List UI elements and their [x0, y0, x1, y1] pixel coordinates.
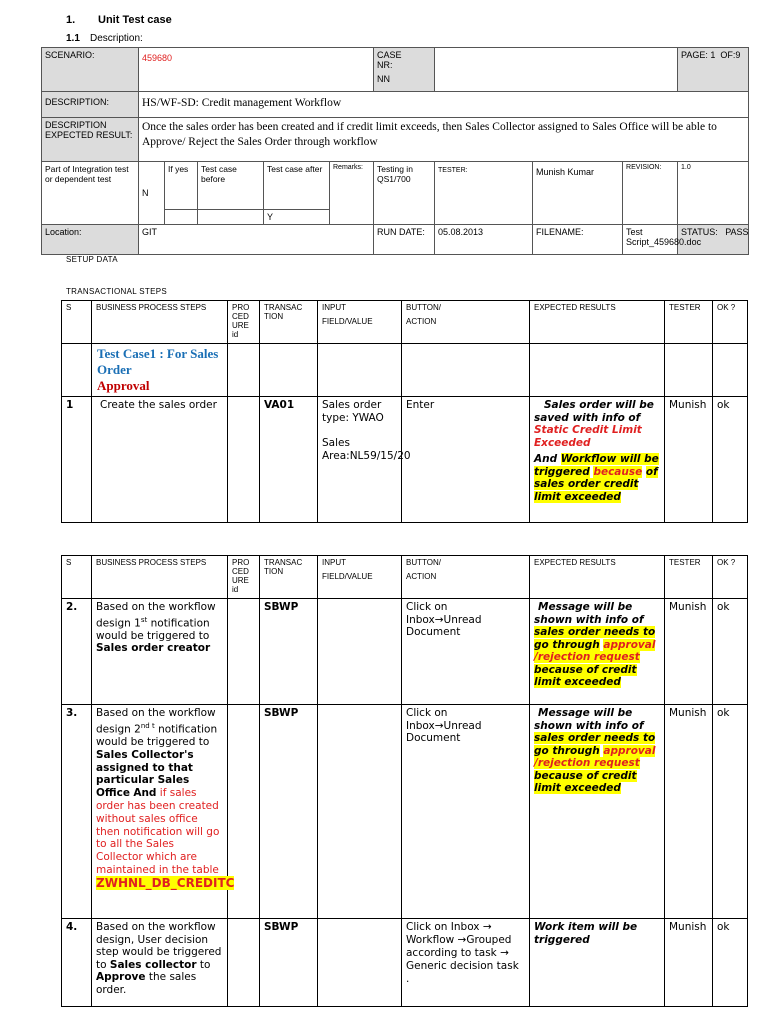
- filename-value: Test Script_459680.doc: [623, 225, 678, 255]
- scenario-value: 459680: [139, 48, 374, 92]
- section-title: Unit Test case: [98, 14, 172, 26]
- ok-status: ok: [713, 599, 748, 705]
- table-row: [62, 919, 748, 1007]
- col-bps: BUSINESS PROCESS STEPS: [92, 556, 228, 599]
- scenario-label: SCENARIO:: [42, 48, 139, 92]
- col-tester: TESTER: [665, 301, 713, 344]
- col-bps: BUSINESS PROCESS STEPS: [92, 301, 228, 344]
- description-value: HS/WF-SD: Credit management Workflow: [139, 92, 749, 118]
- section-number: 1.: [66, 14, 76, 26]
- col-s: S: [62, 556, 92, 599]
- col-button: BUTTON/ ACTION: [402, 556, 530, 599]
- ok-status: ok: [713, 397, 748, 523]
- tester-name: Munish: [665, 397, 713, 523]
- button-action: Click on Inbox→Unread Document: [402, 705, 530, 919]
- tester-name: Munish: [665, 705, 713, 919]
- step-description: Based on the workflow design $2^{nd t}$ notification would be triggered to Sales Collector's assigned to that particular Sales Office And if sales order has been created without sales office then notification will go to all the Sales Collector which are maintained in the table ZWHNL_DB_CREDITC: [92, 705, 228, 919]
- input-values: Sales order type: YWAO Sales Area:NL59/15/20: [318, 397, 402, 523]
- steps-table-1: [61, 300, 748, 523]
- col-button: BUTTON/ ACTION: [402, 301, 530, 344]
- status-label: STATUS:: [681, 227, 718, 237]
- expected-result: Message will be shown with info of sales order needs to go through approval /rejection request because of credit limit exceeded: [530, 599, 665, 705]
- page-label: PAGE:: [681, 50, 708, 60]
- transaction-code: VA01: [260, 397, 318, 523]
- col-s: S: [62, 301, 92, 344]
- expected-result: Work item will be triggered: [530, 919, 665, 1007]
- table-row: [62, 599, 748, 705]
- before-value: [198, 210, 264, 225]
- step-description: Based on the workflow design, User decision step would be triggered to Sales collector to Approve the sales order.: [92, 919, 228, 1007]
- of-label: OF:: [720, 50, 736, 60]
- ok-status: ok: [713, 705, 748, 919]
- if-yes-blank: [165, 210, 198, 225]
- col-transaction: TRANSAC TION: [260, 301, 318, 344]
- revision-label: REVISION:: [623, 162, 678, 225]
- button-action: Click on Inbox→Unread Document: [402, 599, 530, 705]
- before-label: Test case before: [198, 162, 264, 210]
- expected-label: DESCRIPTION EXPECTED RESULT:: [42, 118, 139, 162]
- transactional-steps-label: TRANSACTIONAL STEPS: [66, 287, 167, 296]
- col-expected: EXPECTED RESULTS: [530, 301, 665, 344]
- col-input: INPUT FIELD/VALUE: [318, 301, 402, 344]
- location-label: Location:: [42, 225, 139, 255]
- integration-value-cell: [139, 162, 165, 225]
- tester-value: Munish Kumar: [533, 162, 623, 225]
- filename-label: FILENAME:: [533, 225, 623, 255]
- button-action: Click on Inbox → Workflow →Grouped according to task → Generic decision task .: [402, 919, 530, 1007]
- col-tester: TESTER: [665, 556, 713, 599]
- location-value: GIT: [139, 225, 374, 255]
- col-procedure: PRO CED URE id: [228, 301, 260, 344]
- tester-name: Munish: [665, 919, 713, 1007]
- after-value: Y: [264, 210, 330, 225]
- step-description: Create the sales order: [92, 397, 228, 523]
- integration-value: N: [142, 188, 149, 198]
- subsection-title: Description:: [90, 33, 143, 44]
- col-input: INPUT FIELD/VALUE: [318, 556, 402, 599]
- step-number: 3.: [62, 705, 92, 919]
- case-nr-label: CASE NR:: [377, 50, 402, 70]
- after-label: Test case after: [264, 162, 330, 210]
- page-value: 1: [710, 50, 716, 60]
- of-value: 9: [735, 50, 741, 60]
- col-expected: EXPECTED RESULTS: [530, 556, 665, 599]
- setup-data-label: SETUP DATA: [66, 255, 118, 264]
- integration-label: Part of Integration test or dependent test: [45, 164, 129, 184]
- col-ok: OK ?: [713, 556, 748, 599]
- case-nr-cell: [374, 48, 435, 92]
- step-number: 2.: [62, 599, 92, 705]
- transaction-code: SBWP: [260, 599, 318, 705]
- test-case-header-table: [41, 47, 749, 255]
- case-nr-value: NN: [377, 74, 391, 84]
- transaction-code: SBWP: [260, 919, 318, 1007]
- step-description: Based on the workflow design 1st notification would be triggered to Sales order creator: [92, 599, 228, 705]
- run-date-value: 05.08.2013: [435, 225, 533, 255]
- expected-value: Once the sales order has been created and if credit limit exceeds, then Sales Collector assigned to Sales Office will be able to Approve/ Reject the Sales Order through workflow: [139, 118, 749, 162]
- page-cell: [678, 48, 749, 92]
- remarks-value: Testing in QS1/700: [374, 162, 435, 225]
- description-label: DESCRIPTION:: [42, 92, 139, 118]
- section-heading: [66, 14, 172, 26]
- tester-label: TESTER:: [435, 162, 533, 225]
- table-row: [62, 397, 748, 523]
- test-case-title: Test Case1 : For Sales Order Approval: [92, 344, 228, 397]
- if-yes-label: If yes: [165, 162, 198, 210]
- transaction-code: SBWP: [260, 705, 318, 919]
- table-row: [62, 705, 748, 919]
- subsection-heading: [66, 33, 143, 44]
- step-number: 4.: [62, 919, 92, 1007]
- button-action: Enter: [402, 397, 530, 523]
- integration-cell: [42, 162, 139, 225]
- subsection-number: 1.1: [66, 33, 80, 44]
- step-number: 1: [62, 397, 92, 523]
- run-date-label: RUN DATE:: [374, 225, 435, 255]
- expected-result: Message will be shown with info of sales order needs to go through approval /rejection request because of credit limit exceeded: [530, 705, 665, 919]
- col-transaction: TRANSAC TION: [260, 556, 318, 599]
- col-procedure: PRO CED URE id: [228, 556, 260, 599]
- steps-table-2: [61, 555, 748, 1007]
- expected-result: Sales order will be saved with info of Static Credit Limit Exceeded And Workflow will be triggered because of sales order credit limit exceeded: [530, 397, 665, 523]
- col-ok: OK ?: [713, 301, 748, 344]
- tester-name: Munish: [665, 599, 713, 705]
- remarks-label: Remarks:: [330, 162, 374, 225]
- case-blank: [435, 48, 678, 92]
- status-value: PASS: [725, 227, 749, 237]
- revision-value: 1.0: [678, 162, 749, 225]
- ok-status: ok: [713, 919, 748, 1007]
